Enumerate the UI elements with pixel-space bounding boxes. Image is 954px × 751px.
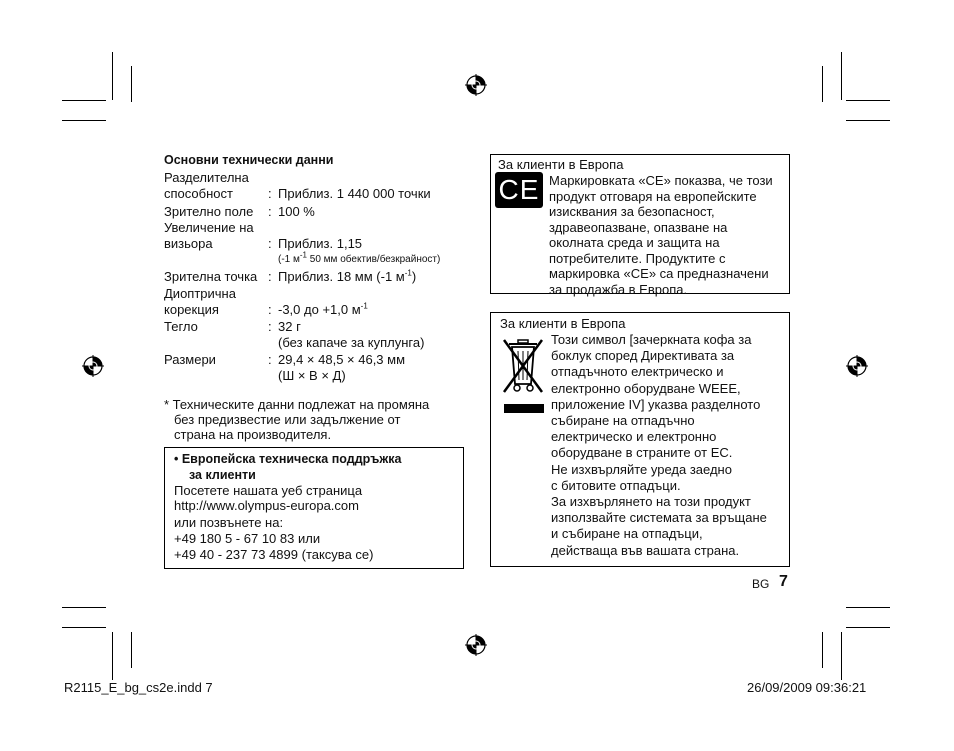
weee-box-line: боклук според Директивата за xyxy=(551,348,735,364)
weee-box-line: електронно оборудване WEEE, xyxy=(551,380,741,396)
ce-box-line: продукт отговаря на европейските xyxy=(549,188,757,204)
registration-mark-icon xyxy=(465,74,487,96)
weee-box-line: използвайте системата за връщане xyxy=(551,510,767,526)
crop-mark xyxy=(112,52,113,100)
spec-label: Тегло xyxy=(164,319,198,334)
crop-mark xyxy=(62,100,106,101)
support-text: Посетете нашата уеб страница xyxy=(174,483,363,498)
spec-colon: : xyxy=(268,269,272,284)
spec-value: 100 % xyxy=(278,204,315,219)
weee-box-line: действаща във вашата страна. xyxy=(551,542,740,558)
disclaimer-line: без предизвестие или задължение от xyxy=(174,412,401,427)
spec-label: Увеличение на xyxy=(164,220,254,235)
crop-mark xyxy=(841,52,842,100)
crop-mark xyxy=(62,120,106,121)
crossed-out-bin-icon xyxy=(500,336,546,396)
weee-box-line: Този символ [зачеркната кофа за xyxy=(551,332,752,347)
ce-box-heading: За клиенти в Европа xyxy=(498,157,624,172)
crop-mark xyxy=(846,100,890,101)
spec-value: 32 г xyxy=(278,319,301,334)
weee-box-line: За изхвърлянето на този продукт xyxy=(551,494,751,510)
weee-box-heading: За клиенти в Европа xyxy=(500,316,626,331)
spec-note: (Ш × В × Д) xyxy=(278,368,346,383)
weee-box-line: събиране на отпадъчно xyxy=(551,413,695,429)
spec-label: Зрителна точка xyxy=(164,269,258,284)
spec-label: способност xyxy=(164,186,233,201)
spec-note: (-1 $м^{-1}$ 50 мм обектив/безкрайност) xyxy=(278,250,441,265)
spec-label: визьора xyxy=(164,236,213,251)
weee-bar xyxy=(504,404,544,413)
weee-box-line: оборудване в страните от ЕС. xyxy=(551,445,733,461)
crop-mark xyxy=(846,120,890,121)
crop-mark xyxy=(112,632,113,680)
page-number: 7 xyxy=(779,573,788,590)
footer-datetime: 26/09/2009 09:36:21 xyxy=(747,680,867,695)
crop-mark xyxy=(822,66,823,102)
support-title: • Европейска техническа поддръжка xyxy=(174,452,402,466)
ce-mark-icon: CE xyxy=(495,172,543,208)
weee-box-line: и събиране на отпадъци, xyxy=(551,526,703,542)
support-phone: +49 180 5 - 67 10 83 или xyxy=(174,531,321,546)
spec-colon: : xyxy=(268,302,272,317)
spec-colon: : xyxy=(268,204,272,219)
spec-colon: : xyxy=(268,236,272,251)
weee-box-text xyxy=(551,332,767,559)
weee-box-line: Не изхвърляйте уреда заедно xyxy=(551,461,732,477)
support-phone: +49 40 - 237 73 4899 (таксува се) xyxy=(174,547,374,562)
page-language: BG xyxy=(752,577,770,591)
registration-mark-icon xyxy=(465,634,487,656)
support-url-link[interactable]: http://www.olympus-europa.com xyxy=(174,498,359,513)
ce-box-line: за продажба в Европа. xyxy=(549,281,688,297)
spec-value: Приблиз. 1,15 xyxy=(278,236,363,251)
weee-box-line: отпадъчното електрическо и xyxy=(551,364,724,380)
ce-box-line: околната среда и защита на xyxy=(549,235,720,250)
disclaimer-line: * Техническите данни подлежат на промяна xyxy=(164,397,430,412)
ce-box-line: здравеопазване, опазване на xyxy=(549,219,728,235)
ce-box-text xyxy=(549,173,773,297)
spec-note: (без капаче за куплунга) xyxy=(278,335,425,350)
crop-mark xyxy=(822,632,823,668)
crop-mark xyxy=(841,632,842,680)
specs-title: Основни технически данни xyxy=(164,153,334,167)
spec-label: Размери xyxy=(164,352,216,367)
crop-mark xyxy=(62,627,106,628)
ce-box-line: маркировка «CE» са предназначени xyxy=(549,266,769,281)
spec-value: -3,0 до +1,0 $м^{-1}$ xyxy=(278,301,368,317)
crop-mark xyxy=(131,66,132,102)
weee-box-line: електрическо и електронно xyxy=(551,429,717,445)
spec-label: Разделителна xyxy=(164,170,249,185)
crop-mark xyxy=(846,607,890,608)
registration-mark-icon xyxy=(82,355,104,377)
spec-label: Зрително поле xyxy=(164,204,254,219)
crop-mark xyxy=(131,632,132,668)
spec-colon: : xyxy=(268,186,272,201)
spec-colon: : xyxy=(268,319,272,334)
registration-mark-icon xyxy=(846,355,868,377)
spec-label: Диоптрична xyxy=(164,286,236,301)
spec-value: 29,4 × 48,5 × 46,3 мм xyxy=(278,352,406,367)
spec-label: корекция xyxy=(164,302,219,317)
spec-value: Приблиз. 1 440 000 точки xyxy=(278,186,431,201)
spec-value: Приблиз. 18 мм (-1 $м^{-1}$) xyxy=(278,268,417,284)
disclaimer-line: страна на производителя. xyxy=(174,427,332,442)
footer-filename: R2115_E_bg_cs2e.indd 7 xyxy=(64,680,213,695)
spec-colon: : xyxy=(268,352,272,367)
support-title: за клиенти xyxy=(189,468,256,482)
weee-box-line: приложение IV] указва разделното xyxy=(551,396,761,412)
ce-box-line: потребителите. Продуктите с xyxy=(549,250,726,266)
support-text: или позвънете на: xyxy=(174,515,284,530)
ce-box-line: изисквания за безопасност, xyxy=(549,204,715,219)
ce-box-line: Маркировката «CE» показва, че този xyxy=(549,173,773,188)
crop-mark xyxy=(846,627,890,628)
crop-mark xyxy=(62,607,106,608)
weee-box-line: с битовите отпадъци. xyxy=(551,477,681,493)
